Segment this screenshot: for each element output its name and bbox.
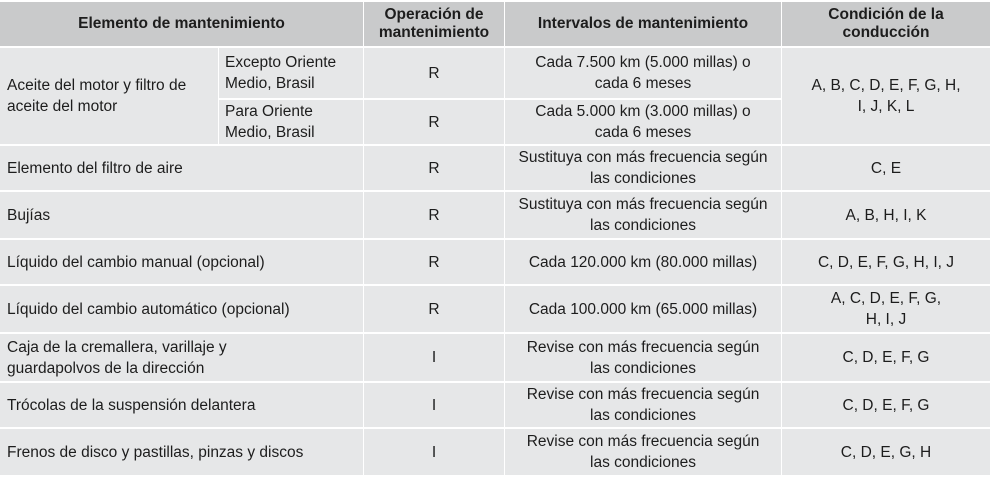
row-spark-plugs-interval (505, 192, 781, 238)
row-brakes-operation (364, 429, 504, 475)
row-auto-fluid-operation (364, 286, 504, 332)
row-spark-plugs-condition-text: A, B, H, I, K (845, 206, 927, 224)
row-oil-operation-b-text: R (428, 113, 440, 131)
row-manual-fluid-operation (364, 240, 504, 284)
row-air-filter-operation-text: R (428, 159, 440, 177)
row-spark-plugs-item-text: Bujías (7, 206, 51, 224)
row-air-filter-item-text: Elemento del filtro de aire (7, 159, 183, 177)
row-oil-item-text: Aceite del motor y filtro de aceite del motor (7, 77, 187, 115)
row-brakes-condition (782, 429, 990, 475)
row-oil-interval-b-text: Cada 5.000 km (3.000 millas) o cada 6 meses (535, 103, 751, 141)
row-spark-plugs-interval-text: Sustituya con más frecuencia según las condiciones (518, 196, 768, 234)
row-air-filter-operation (364, 146, 504, 190)
row-suspension-interval-text: Revise con más frecuencia según las condiciones (526, 386, 760, 424)
row-oil-operation-a (364, 48, 504, 98)
row-suspension-condition-text: C, D, E, F, G (842, 396, 930, 414)
row-air-filter-interval-text: Sustituya con más frecuencia según las condiciones (518, 149, 768, 187)
row-oil-item (0, 48, 218, 144)
row-air-filter-condition-text: C, E (870, 159, 902, 177)
row-brakes-interval (505, 429, 781, 475)
row-auto-fluid-interval (505, 286, 781, 332)
row-spark-plugs-operation (364, 192, 504, 238)
row-manual-fluid-item-text: Líquido del cambio manual (opcional) (7, 253, 265, 271)
row-manual-fluid-interval (505, 240, 781, 284)
header-condition (782, 2, 990, 46)
header-interval (505, 2, 781, 46)
row-auto-fluid-condition (782, 286, 990, 332)
row-suspension-operation (364, 383, 504, 427)
row-oil-condition-text: A, B, C, D, E, F, G, H, I, J, K, L (811, 77, 961, 115)
header-item (0, 2, 363, 46)
row-manual-fluid-interval-text: Cada 120.000 km (80.000 millas) (528, 253, 758, 271)
row-spark-plugs-condition (782, 192, 990, 238)
row-auto-fluid-interval-text: Cada 100.000 km (65.000 millas) (528, 300, 758, 318)
row-suspension-condition (782, 383, 990, 427)
row-oil-region-b-text: Para Oriente Medio, Brasil (225, 103, 315, 141)
row-oil-operation-a-text: R (428, 64, 440, 82)
row-suspension-item (0, 383, 363, 427)
row-brakes-item (0, 429, 363, 475)
row-spark-plugs-item (0, 192, 363, 238)
row-manual-fluid-item (0, 240, 363, 284)
row-brakes-interval-text: Revise con más frecuencia según las condiciones (526, 433, 760, 471)
row-brakes-operation-text: I (431, 443, 437, 461)
row-oil-interval-a (505, 48, 781, 98)
row-suspension-interval (505, 383, 781, 427)
row-suspension-item-text: Trócolas de la suspensión delantera (7, 396, 256, 414)
row-steering-operation-text: I (431, 349, 437, 366)
header-item-text: Elemento de mantenimiento (78, 15, 285, 32)
header-interval-text: Intervalos de mantenimiento (537, 15, 749, 32)
row-steering-item-text: Caja de la cremallera, varillaje y guardapolvos de la dirección (7, 338, 227, 377)
row-air-filter-condition (782, 146, 990, 190)
row-spark-plugs-operation-text: R (428, 206, 440, 224)
row-oil-condition (782, 48, 990, 144)
row-air-filter-item (0, 146, 363, 190)
row-oil-interval-a-text: Cada 7.500 km (5.000 millas) o cada 6 meses (535, 54, 751, 92)
row-brakes-condition-text: C, D, E, G, H (840, 443, 932, 461)
row-manual-fluid-condition (782, 240, 990, 284)
row-oil-interval-b (505, 100, 781, 144)
row-suspension-operation-text: I (431, 396, 437, 414)
row-auto-fluid-operation-text: R (428, 300, 440, 318)
row-oil-region-b (219, 100, 363, 144)
header-operation-text: Operación de mantenimiento (378, 6, 490, 41)
row-steering-condition (782, 334, 990, 381)
row-oil-operation-b (364, 100, 504, 144)
row-manual-fluid-operation-text: R (428, 253, 440, 271)
row-steering-condition-text: C, D, E, F, G (842, 349, 930, 366)
row-auto-fluid-item-text: Líquido del cambio automático (opcional) (7, 300, 290, 318)
row-oil-region-a-text: Excepto Oriente Medio, Brasil (225, 54, 337, 92)
row-brakes-item-text: Frenos de disco y pastillas, pinzas y discos (7, 443, 304, 461)
row-auto-fluid-item (0, 286, 363, 332)
row-steering-interval (505, 334, 781, 381)
header-operation (364, 2, 504, 46)
row-auto-fluid-condition-text: A, C, D, E, F, G, H, I, J (830, 290, 942, 328)
row-steering-item (0, 334, 363, 381)
row-manual-fluid-condition-text: C, D, E, F, G, H, I, J (817, 253, 955, 271)
row-oil-region-a (219, 48, 363, 98)
header-condition-text: Condición de la conducción (828, 6, 944, 41)
row-steering-interval-text: Revise con más frecuencia según las condiciones (526, 338, 760, 377)
row-steering-operation (364, 334, 504, 381)
row-air-filter-interval (505, 146, 781, 190)
